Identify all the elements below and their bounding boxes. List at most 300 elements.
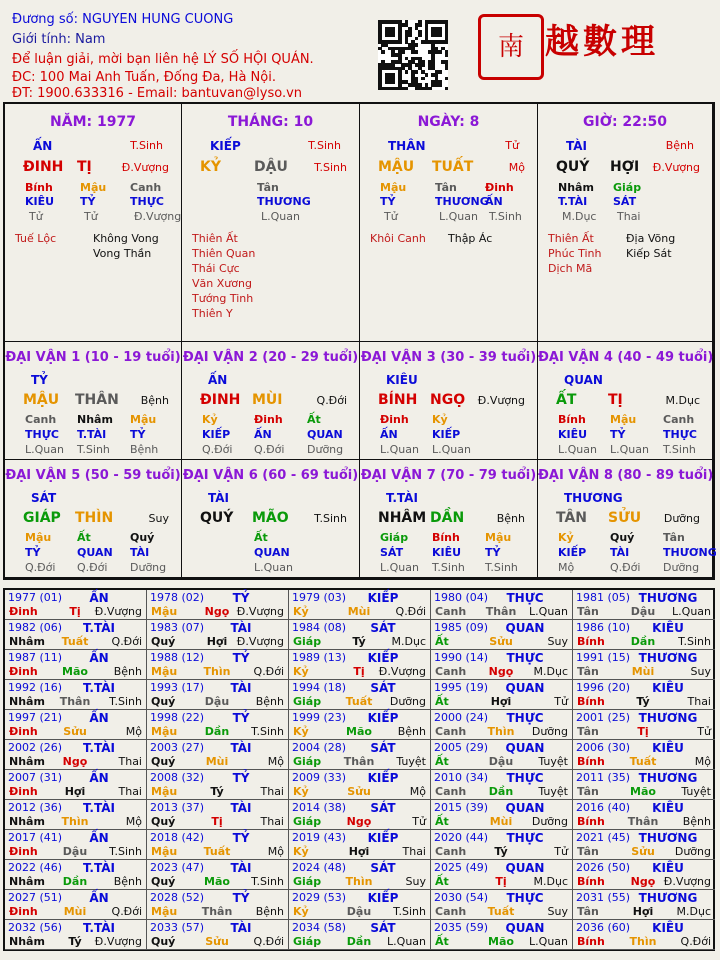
year-branch: Thìn: [629, 935, 657, 948]
year-stem: Canh: [435, 605, 467, 618]
pillar-state: Mộ: [508, 161, 525, 174]
year-star: SÁT: [370, 621, 396, 635]
year-stem: Bính: [577, 935, 605, 948]
year-stem: Canh: [435, 785, 467, 798]
dai-van-state: Bệnh: [496, 512, 525, 525]
dai-van-hidden-phase: L.Quan: [558, 443, 597, 456]
pillar-title: THÁNG: 10: [227, 114, 314, 130]
year-branch: Ngọ: [488, 665, 514, 678]
year-phase: Mộ: [694, 755, 711, 768]
dai-van-hidden-phase: Q.Đới: [25, 561, 56, 574]
year-phase: Đ.Vượng: [378, 665, 426, 678]
hidden-star: TỶ: [380, 195, 396, 208]
qr-module: [445, 53, 449, 57]
dai-van-hidden-stem: Mậu: [25, 531, 52, 544]
year-cell: [431, 620, 573, 650]
year-branch: Hợi: [632, 905, 654, 918]
year-label: 1996 (20): [576, 681, 631, 694]
dai-van-hidden-star: KIÊU: [558, 428, 588, 441]
year-branch: Mão: [630, 785, 656, 798]
gender-label: Giới tính:: [12, 32, 71, 47]
qr-module: [401, 50, 405, 54]
year-label: 2001 (25): [576, 711, 631, 724]
year-branch: Tị: [637, 725, 649, 738]
year-phase: Q.Đới: [111, 635, 142, 648]
year-branch: Hợi: [490, 695, 512, 708]
pillar-title: NĂM: 1977: [50, 114, 136, 130]
pillar-branch: TUẤT: [432, 159, 474, 175]
year-star: THỰC: [506, 771, 544, 785]
year-branch: Tuất: [203, 845, 231, 858]
dai-van-stem: GIÁP: [23, 510, 61, 526]
year-phase: Tuyệt: [538, 785, 568, 798]
hidden-star: KIÊU: [25, 195, 55, 208]
dai-van-hidden-star: THƯƠNG: [663, 546, 717, 559]
shen-sha-right: Thập Ác: [448, 232, 493, 245]
year-stem: Tân: [577, 665, 599, 678]
dai-van-hidden-star: KIẾP: [558, 546, 587, 559]
shen-sha-left: Thiên Y: [192, 307, 233, 320]
pillar-star: THÂN: [388, 139, 426, 153]
year-stem: Ất: [435, 935, 449, 948]
year-stem: Đinh: [9, 725, 38, 738]
year-phase: T.Sinh: [251, 725, 284, 738]
dai-van-cell: [360, 460, 538, 578]
year-branch: Dậu: [204, 695, 230, 708]
year-phase: Dưỡng: [531, 815, 568, 828]
year-cell: [431, 710, 573, 740]
hidden-stem: Giáp: [613, 181, 642, 194]
year-star: QUAN: [505, 681, 545, 695]
year-label: 1991 (15): [576, 651, 631, 664]
year-cell: [5, 710, 147, 740]
year-stem: Quý: [151, 755, 176, 768]
year-cell: [147, 620, 289, 650]
year-label: 2021 (45): [576, 831, 631, 844]
year-label: 1977 (01): [8, 591, 63, 604]
qr-module: [425, 73, 429, 77]
year-stem: Canh: [435, 725, 467, 738]
year-table: [3, 588, 715, 951]
year-star: THƯƠNG: [638, 711, 698, 725]
year-cell: [289, 770, 431, 800]
year-phase: Mộ: [125, 815, 142, 828]
chart-grid: [3, 102, 715, 580]
year-cell: [147, 710, 289, 740]
year-star: ẤN: [89, 891, 109, 905]
gender-value: Nam: [75, 32, 106, 47]
year-stem: Quý: [151, 815, 176, 828]
dai-van-title: ĐẠI VẬN 6 (60 - 69 tuổi): [182, 468, 359, 483]
year-branch: Tuất: [61, 635, 89, 648]
year-branch: Mão: [346, 725, 372, 738]
qr-module: [405, 87, 409, 91]
dai-van-hidden-stem: Tân: [663, 531, 685, 544]
year-phase: Bệnh: [397, 725, 426, 738]
year-stem: Ất: [435, 695, 449, 708]
year-phase: Thai: [260, 785, 284, 798]
pillar-star-phase: Bệnh: [665, 139, 694, 152]
year-cell: [147, 680, 289, 710]
hidden-stem: Bính: [25, 181, 53, 194]
year-label: 2031 (55): [576, 891, 631, 904]
year-stem: Mậu: [151, 665, 178, 678]
year-label: 2019 (43): [292, 831, 347, 844]
qr-module: [428, 87, 432, 91]
year-star: TÀI: [230, 741, 252, 755]
year-phase: Mộ: [267, 845, 284, 858]
hidden-star: THƯƠNG: [435, 195, 489, 208]
qr-module: [415, 70, 419, 74]
year-label: 1998 (22): [150, 711, 205, 724]
contact-intro: Để luận giải, mời bạn liên hệ LÝ SỐ HỘI QUÁN.: [12, 52, 314, 67]
year-cell: [431, 650, 573, 680]
year-label: 2005 (29): [434, 741, 489, 754]
year-cell: [289, 710, 431, 740]
shen-sha-right: Kiếp Sát: [626, 247, 672, 260]
year-stem: Quý: [151, 935, 176, 948]
year-branch: Thìn: [487, 725, 515, 738]
year-label: 1985 (09): [434, 621, 489, 634]
year-star: QUAN: [505, 801, 545, 815]
qr-module: [415, 37, 419, 41]
year-stem: Kỷ: [293, 605, 309, 618]
hidden-stem: Tân: [435, 181, 457, 194]
year-label: 2014 (38): [292, 801, 347, 814]
year-star: ẤN: [89, 831, 109, 845]
dai-van-hidden-star: TÀI: [130, 546, 150, 559]
year-label: 2033 (57): [150, 921, 205, 934]
year-label: 2016 (40): [576, 801, 631, 814]
dai-van-hidden-star: TỶ: [485, 546, 501, 559]
dai-van-hidden-phase: L.Quan: [432, 443, 471, 456]
dai-van-branch: MÃO: [252, 510, 289, 526]
year-phase: Thai: [260, 815, 284, 828]
dai-van-star: QUAN: [564, 373, 603, 387]
year-label: 2023 (47): [150, 861, 205, 874]
year-branch: Hợi: [206, 635, 228, 648]
year-branch: Tị: [495, 875, 507, 888]
year-branch: Mùi: [205, 755, 229, 768]
year-cell: [289, 830, 431, 860]
year-branch: Dậu: [488, 755, 514, 768]
dai-van-hidden-stem: Quý: [130, 531, 155, 544]
dai-van-hidden-phase: Dưỡng: [130, 561, 167, 574]
dai-van-hidden-stem: Ất: [77, 531, 91, 544]
year-label: 1993 (17): [150, 681, 205, 694]
year-phase: Suy: [690, 665, 711, 678]
year-stem: Đinh: [9, 605, 38, 618]
year-cell: [289, 590, 431, 620]
hidden-star: T.TÀI: [558, 195, 588, 208]
year-phase: Tử: [554, 845, 568, 858]
qr-module: [438, 33, 442, 37]
year-label: 2030 (54): [434, 891, 489, 904]
pillar-title: GIỜ: 22:50: [583, 114, 667, 130]
dai-van-title: ĐẠI VẬN 5 (50 - 59 tuổi): [5, 468, 181, 483]
year-branch: Tuất: [345, 695, 373, 708]
year-label: 2002 (26): [8, 741, 63, 754]
year-phase: Tử: [697, 725, 711, 738]
year-stem: Mậu: [151, 605, 178, 618]
year-stem: Kỷ: [293, 845, 309, 858]
dai-van-hidden-star: KIÊU: [432, 546, 462, 559]
qr-module: [405, 70, 409, 74]
year-star: TỶ: [232, 711, 250, 725]
hidden-star: SÁT: [613, 195, 637, 208]
year-stem: Kỷ: [293, 665, 309, 678]
year-phase: L.Quan: [529, 605, 568, 618]
year-branch: Mùi: [63, 905, 87, 918]
year-cell: [147, 920, 289, 950]
year-stem: Đinh: [9, 665, 38, 678]
qr-module: [438, 83, 442, 87]
dai-van-star: T.TÀI: [386, 491, 418, 505]
year-label: 1981 (05): [576, 591, 631, 604]
year-branch: Thân: [627, 815, 659, 828]
pillar-stem: MẬU: [378, 159, 415, 175]
year-branch: Tị: [353, 665, 365, 678]
hidden-phase: L.Quan: [261, 210, 300, 223]
year-branch: Thìn: [61, 815, 89, 828]
year-label: 2004 (28): [292, 741, 347, 754]
dai-van-hidden-stem: Mậu: [610, 413, 637, 426]
year-stem: Tân: [577, 845, 599, 858]
year-cell: [147, 590, 289, 620]
year-phase: Đ.Vượng: [236, 635, 284, 648]
hidden-phase: Tử: [29, 210, 43, 223]
pillar-state: Đ.Vượng: [121, 161, 169, 174]
dai-van-hidden-stem: Mậu: [130, 413, 157, 426]
logo-text: 越數理: [545, 22, 659, 62]
year-phase: L.Quan: [529, 935, 568, 948]
year-cell: [5, 620, 147, 650]
hidden-star: TỶ: [80, 195, 96, 208]
year-label: 2022 (46): [8, 861, 63, 874]
year-label: 2006 (30): [576, 741, 631, 754]
dai-van-hidden-stem: Ất: [307, 413, 321, 426]
pillar-star: TÀI: [566, 139, 588, 153]
hidden-stem: Mậu: [380, 181, 407, 194]
year-stem: Ất: [435, 755, 449, 768]
year-branch: Thân: [343, 755, 375, 768]
year-branch: Dậu: [62, 845, 88, 858]
year-cell: [431, 770, 573, 800]
year-label: 2024 (48): [292, 861, 347, 874]
year-star: TÀI: [230, 861, 252, 875]
dai-van-hidden-stem: Đinh: [380, 413, 409, 426]
year-phase: Dưỡng: [674, 845, 711, 858]
year-branch: Dần: [630, 635, 656, 648]
qr-module: [445, 67, 449, 71]
year-stem: Đinh: [9, 785, 38, 798]
year-phase: Tuyệt: [538, 755, 568, 768]
year-star: QUAN: [505, 741, 545, 755]
year-star: SÁT: [370, 741, 396, 755]
dai-van-state: Q.Đới: [316, 394, 347, 407]
dai-van-cell: [538, 460, 717, 578]
dai-van-state: Đ.Vượng: [477, 394, 525, 407]
dai-van-hidden-phase: L.Quan: [380, 443, 419, 456]
year-star: T.TÀI: [83, 681, 115, 695]
year-branch: Ngọ: [204, 605, 230, 618]
year-stem: Canh: [435, 845, 467, 858]
year-stem: Tân: [577, 785, 599, 798]
pillar-branch: HỢI: [610, 159, 640, 175]
year-stem: Canh: [435, 905, 467, 918]
year-phase: Mộ: [409, 785, 426, 798]
year-star: T.TÀI: [83, 621, 115, 635]
dai-van-title: ĐẠI VẬN 4 (40 - 49 tuổi): [538, 350, 714, 365]
year-branch: Tý: [210, 785, 224, 798]
year-star: T.TÀI: [83, 801, 115, 815]
year-stem: Tân: [577, 605, 599, 618]
year-stem: Tân: [577, 725, 599, 738]
year-star: THƯƠNG: [638, 771, 698, 785]
year-star: KIẾP: [367, 891, 399, 905]
pillar-state: Đ.Vượng: [652, 161, 700, 174]
shen-sha-left: Khôi Canh: [370, 232, 426, 245]
year-label: 1997 (21): [8, 711, 63, 724]
year-stem: Quý: [151, 695, 176, 708]
year-phase: Đ.Vượng: [236, 605, 284, 618]
year-star: TỶ: [232, 831, 250, 845]
dai-van-hidden-phase: Q.Đới: [610, 561, 641, 574]
year-branch: Tý: [636, 695, 650, 708]
pillar-branch: DẬU: [254, 159, 288, 175]
year-star: THỰC: [506, 891, 544, 905]
year-label: 2000 (24): [434, 711, 489, 724]
year-branch: Dậu: [346, 905, 372, 918]
year-cell: [573, 860, 715, 890]
shen-sha-right: Không Vong: [93, 232, 159, 245]
year-star: TỶ: [232, 651, 250, 665]
year-cell: [147, 650, 289, 680]
qr-code[interactable]: [378, 20, 448, 90]
dai-van-hidden-star: ẤN: [254, 428, 272, 441]
year-phase: Q.Đới: [395, 605, 426, 618]
dai-van-hidden-star: QUAN: [77, 546, 113, 559]
shen-sha-right: Địa Võng: [626, 232, 676, 245]
year-cell: [573, 590, 715, 620]
dai-van-stem: ĐINH: [200, 392, 241, 408]
pillar-star: ẤN: [33, 139, 53, 153]
year-label: 1983 (07): [150, 621, 205, 634]
hidden-stem: Đinh: [485, 181, 514, 194]
year-phase: T.Sinh: [393, 905, 426, 918]
year-phase: Đ.Vượng: [663, 875, 711, 888]
dai-van-star: ẤN: [208, 373, 228, 387]
qr-module: [421, 77, 425, 81]
year-phase: Suy: [547, 635, 568, 648]
year-star: T.TÀI: [83, 741, 115, 755]
year-stem: Tân: [577, 905, 599, 918]
year-star: ẤN: [89, 711, 109, 725]
year-label: 2007 (31): [8, 771, 63, 784]
year-stem: Ất: [435, 815, 449, 828]
year-branch: Ngọ: [62, 755, 88, 768]
dai-van-branch: THÂN: [75, 392, 119, 408]
year-star: KIÊU: [652, 861, 684, 875]
year-stem: Quý: [151, 875, 176, 888]
year-cell: [431, 920, 573, 950]
year-star: QUAN: [505, 861, 545, 875]
year-branch: Thân: [201, 905, 233, 918]
year-label: 2025 (49): [434, 861, 489, 874]
year-branch: Mùi: [347, 605, 371, 618]
year-cell: [289, 650, 431, 680]
year-phase: Q.Đới: [111, 905, 142, 918]
year-branch: Sửu: [489, 635, 513, 648]
dai-van-cell: [5, 460, 182, 578]
dai-van-hidden-stem: Kỷ: [202, 413, 218, 426]
year-phase: M.Dục: [533, 875, 568, 888]
pillar-cell: [538, 104, 713, 342]
year-star: THƯƠNG: [638, 891, 698, 905]
year-stem: Giáp: [293, 875, 322, 888]
year-phase: Suy: [405, 875, 426, 888]
year-cell: [289, 800, 431, 830]
year-star: T.TÀI: [83, 921, 115, 935]
year-stem: Nhâm: [9, 695, 45, 708]
year-cell: [5, 740, 147, 770]
dai-van-hidden-phase: Q.Đới: [77, 561, 108, 574]
year-phase: Bệnh: [255, 695, 284, 708]
year-branch: Ngọ: [630, 875, 656, 888]
year-stem: Giáp: [293, 695, 322, 708]
year-branch: Hợi: [348, 845, 370, 858]
year-cell: [5, 920, 147, 950]
year-star: TÀI: [230, 681, 252, 695]
dai-van-hidden-star: ẤN: [380, 428, 398, 441]
dai-van-title: ĐẠI VẬN 8 (80 - 89 tuổi): [538, 468, 714, 483]
year-cell: [147, 890, 289, 920]
year-label: 2015 (39): [434, 801, 489, 814]
dai-van-hidden-star: T.TÀI: [77, 428, 107, 441]
dai-van-branch: DẦN: [430, 510, 465, 526]
year-branch: Tý: [494, 845, 508, 858]
owner-line: [12, 10, 372, 30]
year-star: SÁT: [370, 861, 396, 875]
year-stem: Canh: [435, 665, 467, 678]
year-branch: Dần: [204, 725, 230, 738]
year-cell: [289, 860, 431, 890]
hidden-phase: Tử: [384, 210, 398, 223]
year-stem: Mậu: [151, 905, 178, 918]
year-phase: Bệnh: [255, 905, 284, 918]
year-cell: [5, 830, 147, 860]
year-cell: [147, 770, 289, 800]
year-branch: Mão: [204, 875, 230, 888]
dai-van-hidden-phase: T.Sinh: [432, 561, 465, 574]
year-stem: Nhâm: [9, 635, 45, 648]
dai-van-state: Dưỡng: [663, 512, 700, 525]
year-phase: Tử: [412, 815, 426, 828]
year-star: TỶ: [232, 591, 250, 605]
year-label: 2036 (60): [576, 921, 631, 934]
year-stem: Nhâm: [9, 755, 45, 768]
year-branch: Dần: [346, 935, 372, 948]
qr-module: [415, 50, 419, 54]
year-label: 2010 (34): [434, 771, 489, 784]
year-star: TÀI: [230, 921, 252, 935]
year-stem: Ất: [435, 635, 449, 648]
year-cell: [573, 680, 715, 710]
hidden-phase: Thai: [617, 210, 641, 223]
dai-van-hidden-phase: L.Quan: [25, 443, 64, 456]
year-phase: Thai: [118, 785, 142, 798]
year-star: ẤN: [89, 651, 109, 665]
